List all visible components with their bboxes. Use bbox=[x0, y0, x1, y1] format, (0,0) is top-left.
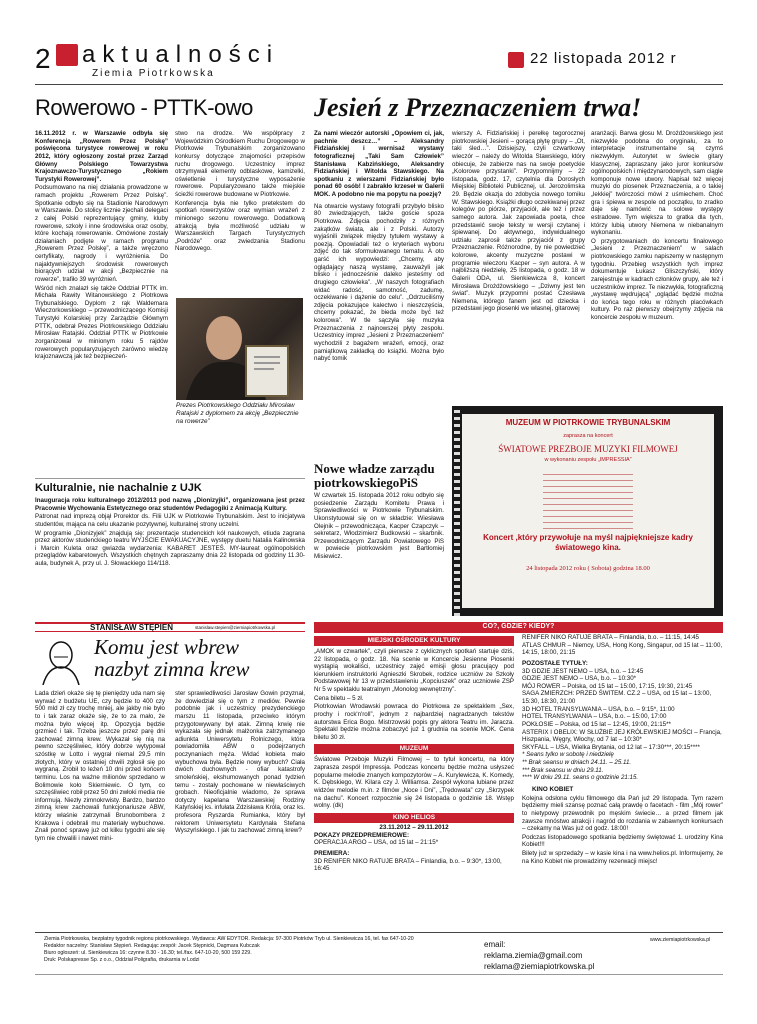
footer-email-2[interactable]: reklama@ziemiapiotrkowska.pl bbox=[484, 962, 595, 971]
column-email: stanislaw.stepien@ziemiapiotrkowska.pl bbox=[195, 625, 276, 630]
listing: 3D GDZIE JEST NEMO – USA, b.o. – 12:45 bbox=[522, 667, 644, 675]
footer-website[interactable]: www.ziemiapiotrkowska.pl bbox=[650, 937, 711, 943]
paragraph: ster sprawiedliwości Jarosław Gowin przyznał, że dowiedział się o tym z mediów. Pewnie podobnie jak i uczestnicy prezydenckiego marszu 11 listopada, przeciwko którym przygotowywany był atak. Zimną krwię nie wykazała się jednak małżonka zatrzymanego adiunkta Uniwersytetu Rolniczego, która powiadomiła ABW o podejrzanych poczynaniach męża. Widać kobieta mało wybuchowa była. Będzie nowy wybuch? Ciała dwóch duchownych - ofiar katastrofy smoleńskiej, ekshumowanych ponad tydzień temu - zostały pochowane w niewłaściwych grobach. Nieoficjalnie wiadomo, że sprawa dotyczy kapelana Warszawskiej Rodziny Katyńskiej ks. infułata Zdzisława Króla, oraz ks. profesora Ryszarda Rumianka, który był rektorem Uniwersytetu Kardynała Stefana Wyszyńskiego. I jak tu zachować zimną krew? bbox=[175, 690, 305, 835]
article-jesien-col1 bbox=[314, 130, 444, 475]
helios-preview-heading: POKAZY PRZEDPREMIEROWE: bbox=[314, 831, 410, 839]
paragraph: W czwartek 15. listopada 2012 roku odbyło się posiedzenie Zarządu Komitetu Prawa i Sprawiedliwości w Piotrkowie Trybunalskim. Ukonstytuował się on w składzie: Wiesława Olejnik – przewodnicząca, Kacper Czapczyk – sekretarz, Włodzimierz Budkowski – skarbnik. Przewodniczącym Zarządu Powiatowego PiS w powiecie piotrkowskim jest Bartłomiej Misiewicz. bbox=[314, 492, 444, 560]
lead: Inauguracja roku kulturalnego 2012/2013 pod nazwą „Dionizyjki”, organizowana jest przez Pracownie Wychowania Estetycznego oraz studentów Pedagogiki z Animacją Kultury. bbox=[35, 497, 305, 512]
listing: SKYFALL – USA, Wielka Brytania, od 12 lat – 17:30***, 20:15**** bbox=[522, 743, 700, 751]
note: ** Brak seansu w dniach 24.11. – 25.11. bbox=[522, 759, 632, 767]
paragraph: Bilety już w sprzedaży – w kasie kina i na www.helios.pl. Informujemy, że na Kino Kobiet nie prowadzimy rezerwacji miejsc! bbox=[522, 850, 723, 865]
column-col1 bbox=[35, 690, 165, 922]
events-title: CO?, GDZIE? KIEDY? bbox=[314, 622, 723, 633]
poster-invite: zaprasza na koncert bbox=[563, 432, 613, 439]
note: **** W dniu 29.11. seans o godzinie 21:15. bbox=[522, 774, 639, 782]
paragraph: 16.11.2012 r. w Warszawie odbyła się Konferencja „Rowerem Przez Polskę” poświęcona turystyce rowerowej w roku 2012, który ogłoszony został przez Zarząd Główny Polskiego Towarzystwa Krajoznawczo-Turystycznego „Rokiem Turystyki Rowerowej”. bbox=[35, 130, 168, 183]
paragraph: Kolejna odsłona cyklu filmowego dla Pań już 29 listopada. Tym razem będziemy mieli szansę poznać całą prawdę o facetach - film „Mój rower” to nietypowy przewodnik po męskim świecie… a przed filmem jak zawsze mnóstwo atrakcji i nagród do rozdania w zabawnych konkursach – czekamy na Was już od godz. 18:00! bbox=[522, 794, 723, 833]
paragraph: Podsumowano na niej działania prowadzone w ramach projektu „Rowerem Przez Polskę”. Spotkanie odbyło się na Stadionie Narodowym w Warszawie. Do stolicy licznie zjechali delegaci z całej Polski reprezentujący gminy, kluby rowerowe, szkoły i inne środowiska oraz osoby, które kochają rowerowanie. Omówione zostały działaniach podjęte w ramach programu „Rowerem Przez Polskę”, a także wręczono certyfikaty, nagrody i wyróżnienia. Do najaktywniejszych środowisk rowerowych biorących udział w akcji „Bezpiecznie na rowerze”, trafiło 39 wyróżnień. bbox=[35, 184, 168, 283]
lead: Za nami wieczór autorski „Opowiem ci, jak, pachnie deszcz…” – Aleksandry Fidziańskiej i wernisaż wystawy fotograficznej „Taki Sam Człowiek” Stanisława Kabzińskiego, Aleksandry Fidziańskiej i Witolda Stawskiego. Na spotkaniu z wierszami Fidziańskiej było ponad 60 osób! I zabrakło krzeseł w Galerii MOK. A podobno nie ma popytu na poezję? bbox=[314, 130, 444, 198]
column-col2 bbox=[175, 690, 305, 922]
poster-performer: w wykonaniu zespołu „IMPRESSIA” bbox=[544, 456, 632, 463]
filmstrip-left bbox=[454, 406, 460, 616]
paragraph: stwo na drodze. We współpracy z Wojewódzkim Ośrodkiem Ruchu Drogowego w Piotrkowie Trybunalskim zorganizowano konkursy dotyczące znajomości przepisów ruchu drogowego. Uczestnicy imprez otrzymywali elementy odblaskowe, kamizelki, oświetlenie i turystyczne wyposażenie rowerowe. Popularyzowano także miejskie ścieżki rowerowe budowane w Piotrkowie. bbox=[175, 130, 305, 198]
other-titles-heading: POZOSTAŁE TYTUŁY: bbox=[522, 659, 588, 667]
date-logo-icon bbox=[508, 52, 524, 68]
footer-email-1[interactable]: reklama.ziemia@gmail.com bbox=[484, 951, 583, 960]
listing: ASTERIX I OBELIX: W SŁUŻBIE JEJ KRÓLEWSKIEJ MOŚCI – Francja, Hiszpania, Węgry, Włochy, od 7 lat – 10:30* bbox=[522, 728, 722, 744]
paragraph: Lada dzień okaże się tę pieniędzy uda nam się wyrwać z budżetu UE, czy będzie to 400 czy 500 mld zł czy trochę mniej, ale jakby nie było to i tak zaraz okaże się, że to za mało, że można było więcej itp. Opozycja będzie grzmieć i tak. Trzeba jeszcze przez parę dni zachować zimną krew. Wykazał się nią na pewno szczęśliwiec, który dobrze wytypował szóstkę w Lotto i wygrał niemal 29,5 mln złotych, który w ostatniej chwili zgłosił się po wygraną. Zrobił to leżeń 10 dni przed końcem terminu. Los na ważne milionów sprzedano w Bolimowie koło Skierniewic. O tym, co szczęśliwiec robił przez 50 dni zwłoki media nie informują. Niezły zimnokrwisty. Bardzo, bardzo zimną krew zachowali funkcjonariusze ABW, którzy właśnie zatrzymali Brunobombera z Krakowa i odebrali mu materiały wybuchowe. Znali ponoć sprawę już od kilku tygodni ale się tym nie chwalili i nawet mini- bbox=[35, 690, 165, 842]
author-portrait bbox=[40, 637, 82, 685]
poster-title: MUZEUM W PIOTRKOWIE TRYBUNALSKIM bbox=[505, 418, 671, 427]
ratajski-photo bbox=[176, 298, 303, 400]
helios-title: KINO HELIOS bbox=[314, 813, 514, 823]
paragraph: Na otwarcie wystawy fotografii przybyło blisko 80 zwiedzających, także goście spoza Piotrkowa. Zdjęcia pochodziły z różnych zakątków świata, ale i z Polski. Autorzy wyjaśnili związek między tytułem wystawy a poezją. Opowiadali też o kryteriach wyboru zdjęć do tak sformułowanego tematu. A oto garść ich wypowiedzi: „Chcemy, aby oglądający naszą wystawę, zauważyli jak blisko i jednocześnie daleko jesteśmy od drugiego człowieka”. „W naszych fotografiach widać radość, samotność, zadumę, oczekiwanie i dążenie do celu”. „Odrzuciliśmy zdjęcia pokazujące kalectwo i nieszczęścia, chcemy pokazać, że bieda może być też kolorowa”. W tle sączyła się muzyka Przeznaczenia z najnowszej płyty zespołu. Uczestnicy imprez „Jesieni z Przeznaczeniem” wychodzili z bagażem wrażeń, emocji, oraz pamiątkową zakładką do książki. Można było nabyć tomik bbox=[314, 202, 444, 363]
note: *** Brak seansu w dniu 29.11. bbox=[522, 766, 604, 774]
concert-poster bbox=[452, 406, 723, 616]
helios-dates: 23.11.2012 – 29.11.2012 bbox=[379, 823, 449, 831]
imprint-line: Redaktor naczelny: Stanisław Stępień. Redagując zespół: Jacek Stępnicki, Dagmara Kubczak bbox=[44, 943, 260, 950]
note: * Seans tylko w sobotę i niedzielę bbox=[522, 751, 614, 759]
paragraph: Cena biletu – 5 zł. bbox=[314, 694, 364, 702]
article-rowerowo-col2 bbox=[175, 130, 305, 300]
imprint-line: Biuro ogłoszeń: ul. Sienkiewicza 16: czynne 8.30 - 16.30; tel./fax. 647-10-20, 500 159 229. bbox=[44, 950, 252, 957]
brand-subtitle: Ziemia Piotrkowska bbox=[92, 68, 215, 79]
listing: HOTEL TRANSYLWANIA – USA, b.o. – 15:00, 17:00 bbox=[522, 713, 667, 721]
brand-logo-icon bbox=[56, 44, 78, 66]
paragraph: Światowe Przeboje Muzyki Filmowej – to tytuł koncertu, na który zaprasza zespół Impressja. Podczas koncertu będzie można usłyszeć popularne melodie znanych kompozytorów – A. Kurylewicza, K. Komedy, K. Dębskiego, W. Kilara czy J. Williamsa. Zespół wykona lubiane przez widzów melodie m.in. z filmów „Noce i Dni”, „Trędowata” czy „Skrzypek na dachu”. Koncert rozpocznie się 24 listopada o godzinie 18. Wstęp wolny. (dk) bbox=[314, 756, 514, 810]
paragraph: Wśród nich znalazł się także Oddział PTTK im. Michała Rawity Witanowskiego z Piotrkowa Trybunalskiego. Dyplom z rąk Waldemara Wieczorkowskiego – przewodniczącego Komisji Turystyki Kolarskiej przy Zarządzie Głównym PTTK, odebrał Prezes Piotrkowskiego Oddziału Mirosław Ratajski. Oddział PTTK w Piotrkowie zorganizował w minionym roku 5 rajdów rowerowych popularyzujących zarówno wiedzę krajoznawczą jak też bezpieczeń- bbox=[35, 284, 168, 361]
page-number: 2 bbox=[35, 43, 51, 74]
imprint-line: Druk: Polskapresse Sp. z o.o., Oddział Poligrafia, drukarnia w Lodzi bbox=[44, 957, 200, 964]
events-right bbox=[522, 634, 723, 926]
listing: OPERACJA ARGO – USA, od 15 lat – 21:15* bbox=[314, 839, 439, 847]
article-ujk-title: Kulturalnie, nie nachalnie z UJK bbox=[35, 482, 202, 494]
article-rowerowo-title: Rowerowo - PTTK-owo bbox=[35, 95, 253, 120]
imprint-line: Ziemia Piotrkowska, bezpłatny tygodnik regionu piotrkowskiego. Wydawca: AW EDYTOR. Redakcja: 97-300 Piotrków Tryb ul. Sienkiewicza 16, tel. fax 647-10-20 bbox=[44, 936, 414, 942]
column-author: STANISŁAW STĘPIEŃ bbox=[90, 623, 173, 632]
listing: 3D RENIFER NIKO RATUJE BRATA – Finlandia, b.o. – 9:30*, 13:00, 16:45 bbox=[314, 857, 502, 873]
listing: SAGA ZMIERZCH: PRZED ŚWITEM. CZ.2 – USA, od 15 lat – 13:00, 15:30, 18:30, 21:00 bbox=[522, 690, 712, 706]
poster-program bbox=[543, 469, 633, 529]
listing: RENIFER NIKO RATUJE BRATA – Finlandia, b.o. – 11:15, 14:45 bbox=[522, 634, 699, 641]
article-rowerowo-col1 bbox=[35, 130, 168, 475]
article-jesien-col3 bbox=[591, 130, 723, 410]
photo-caption: Prezes Piotrkowskiego Oddziału Mirosław Ratajski z dyplomem za akcję „Bezpiecznie na rowerze” bbox=[176, 402, 299, 425]
poster-date: 24 listopada 2012 roku ( Sobota) godzina 18.00 bbox=[526, 565, 650, 573]
listing: ATLAS CHMUR – Niemcy, USA, Hong Kong, Singapur, od 15 lat – 11:00, 14:15, 18:00, 21:15 bbox=[522, 641, 723, 657]
paragraph: Piotrkowian Wrodawski powraca do Piotrkowa ze spektaklem „Sex, prochy i rock'n'roll”, jednym z najbardziej nagradzanych tekstów autorstwa Erica Bogo. Mistrzowski popis gry aktora Teatru im. Jaracza. Spektakl będzie można zobaczyć już 1 grudnia na scenie MOK. Cena biletu 30 zł. bbox=[314, 703, 514, 741]
paragraph: Konferencja była nie tylko pretekstem do spotkań rowerzystów oraz wymian wrażeń z minionego sezonu rowerowego. Dodatkową atrakcją była możliwość udziału w Warszawskich Targach Turystycznych „Podróże” oraz zwiedzania Stadionu Narodowego. bbox=[175, 199, 305, 253]
paragraph: „AMOK w czwartek”, czyli pierwsze z cyklicznych spotkań startuje dziś, 22 listopada, o godz. 18. Na scenie w Koncercie Jesienne Piosenki wystąpią wokaliści, uczestnicy zajęć emisji głosu pracujący pod kierunkiem instruktorki Agnieszki Skrobek, rodzice uczniów ze Szkoły Podstawowej Nr 13 w przedstawieniu „Kopciuszek” oraz uczniowie ZSP Nr 5 w spektaklu teatralnym „Monolog wewnętrzny”. bbox=[314, 647, 514, 694]
article-pis-title: Nowe władze zarządu piotrkowskiegoPiS bbox=[314, 461, 435, 491]
paragraph: O przygotowaniach do koncertu finałowego „Jesieni z Przeznaczeniem” w salach piotrkowskiego zamku napiszemy w następnym tygodniu. Przebieg wszystkich tych imprez dokumentuje Łukasz Gliszczyński, który zarejestruje w kadrach członków grupy, ale też i uczestników imprez. Te niezwykła, fotograficzną „wystawę wędrującą” „oglądać będzie można do końca tego roku w różnych placówkach kultury. Po raz pierwszy obejrzymy zdjęcia na koncercie zespołu w muzeum. bbox=[591, 237, 723, 321]
listing: POKŁOSIE – Polska, od 15 lat – 12:45, 19:00, 21:15** bbox=[522, 720, 671, 728]
paragraph: aranżacji. Barwa głosu M. Drożdżowskiego jest niezwykle podobna do oryginału, za to interpretacje instrumentalne są czymś niezwykłym. Autorytet w świecie gitary klasycznej, zapraszany jako juror konkursów ogólnopolskich i międzynarodowych, sam ciągle komponuje nowe utwory. Napisał też więcej muzyki do piosenek Przeznaczenia, a o takiej „lekkiej” twórczości mówi z uśmiechem. Choć gra i śpiewa w zespole od początku, to zradko daje się namówić na solowe występy estradowe. Tym większa to gratka dla tych, którzy lubią utwory Niemena w niebanalnym wykonaniu. bbox=[591, 130, 723, 237]
footer-imprint bbox=[44, 936, 474, 964]
muzeum-title: MUZEUM bbox=[314, 744, 514, 754]
listing: GDZIE JEST NEMO – USA, b.o. – 10:30* bbox=[522, 675, 637, 683]
mok-title: MIEJSKI OŚRODEK KULTURY bbox=[314, 636, 514, 646]
brand-title: aktualności bbox=[82, 41, 280, 68]
listing: 3D HOTEL TRANSYLWANIA – USA, b.o. – 9:15*, 11:00 bbox=[522, 705, 675, 713]
footer-email-label: email: bbox=[484, 940, 506, 949]
article-jesien-col2 bbox=[452, 130, 585, 410]
paragraph: Podczas listopadowego spotkania będziemy świętować 1. urodziny Kina Kobiet!!! bbox=[522, 833, 723, 849]
article-ujk-text bbox=[35, 497, 305, 615]
poster-event: ŚWIATOWE PREZBOJE MUZYKI FILMOWEJ bbox=[498, 443, 678, 454]
poster-slogan: Koncert ,który przywołuje na myśl najpiękniejsze kadry światowego kina. bbox=[483, 533, 693, 553]
helios-premiere-heading: PREMIERA: bbox=[314, 849, 350, 857]
listing: MÓJ ROWER – Polska, od 15 lat – 15:00, 17:15, 19:30, 21:45 bbox=[522, 682, 693, 690]
article-jesien-title: Jesień z Przeznaczeniem trwa! bbox=[314, 93, 642, 122]
issue-date: 22 listopada 2012 r bbox=[530, 50, 677, 67]
column-title: Komu jest wbrew nazbyt zimna krew bbox=[94, 635, 250, 682]
kino-kobiet-heading: KINO KOBIET bbox=[532, 785, 574, 793]
article-pis-text bbox=[314, 492, 444, 612]
paragraph: Patronat nad imprezą objął Prorektor ds. Filii UJK w Piotrkowie Trybunalskim. Jest to inicjatywa studentów, mająca na celu ukazanie pozytywnej, kulturalnej strony uczelni. bbox=[35, 513, 305, 528]
events-left bbox=[314, 634, 514, 926]
paragraph: wierszy A. Fidziańskiej i perełkę tegorocznej piotrkowskiej Jesieni – gorącą płytę grupy – „Ot, taki śled…”. Dzisiejszy, czyli czwartkowy wieczór – należy do Witolda Stawskiego, który obiecuje, że zabierze nas na swoje poetyckie „Kolorowe przystanki”. Przypomnijmy – 22 listopada, godz. 17, czytelnia dla Dorosłych Miejskiej Biblioteki Publicznej, ul. Jerozolimska 29. Będzie okazja do zdobycia nowego tomiku W. Stawskiego. Książki długo oczekiwanej przez kolegów po piórze, przyjaciół, ale też i przez samego autora. Jak zapowiada poeta, chce przedstawić swoje teksty w wersji czytanej i śpiewanej. Do aktywnego, indywidualnego udziału zaprosił także przyjaciół z grupy Przeznaczenie. Różnorodne, by nie powiedzieć kolorowe, akcenty muzyczne postawi w programie wieczoru Kacper – syn autora. A w najbliższą niedzielę, 25 listopada, o godz. 18 w Galerii ODA, ul. Sienkiewicza 8, koncert Mirosława Drożdżowskiego – „Dziwny jest ten świat”. Muzyk przypomni postać Czesława Niemena, którego fanem jest od dziecka i przedstawi jego piosenki we własnej, gitarowej bbox=[452, 130, 585, 313]
paragraph: W programie „Dionizyjek” znajdują się: prezentacje studenckich kół naukowych, etiuda zagrana przez aktorów studenckiego teatru WYJŚCIE EWAKUACYJNE, występy duetu Natalia Kalinowska i Marcin Kuleta oraz gwiazda wydarzenia: KABARET JESTEŚ. MY-laureat ogólnopolskich przeglądów kabaretowych. Wszystkich chętnych zapraszamy dnia 22 listopada od godziny 11.30-aula, budynek A, przy ul. J. Słowackiego 114/118. bbox=[35, 529, 305, 567]
